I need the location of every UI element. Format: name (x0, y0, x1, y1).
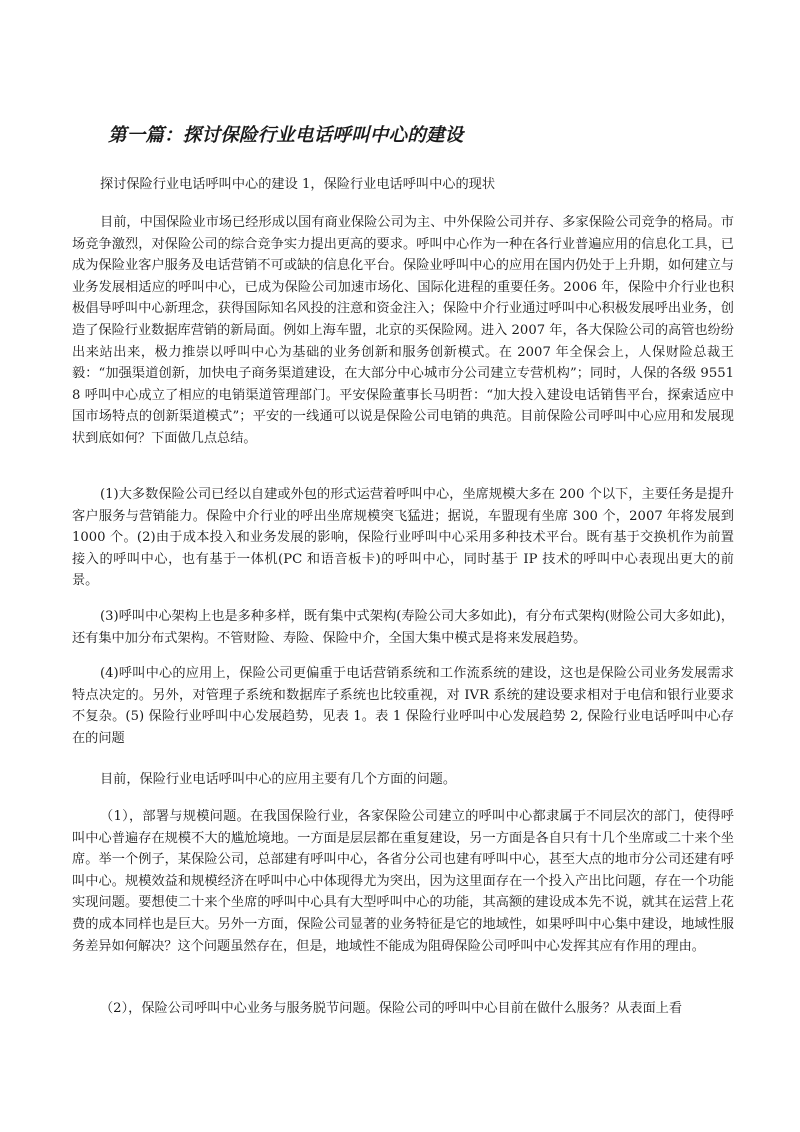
paragraph-point-3: (3)呼叫中心架构上也是多种多样，既有集中式架构(寿险公司大多如此)，有分布式架构(财险公司大多如此)，还有集中加分布式架构。不管财险、寿险、保险中介，全国大集中模式是将来发展趋势。 (72, 609, 734, 646)
paragraph-problems-intro: 目前，保险行业电话呼叫中心的应用主要有几个方面的问题。 (100, 772, 457, 787)
paragraph-current-status: 目前，中国保险业市场已经形成以国有商业保险公司为主、中外保险公司并存、多家保险公司竞争的格局。市场竞争激烈，对保险公司的综合竞争实力提出更高的要求。呼叫中心作为一种在各行业普遍应用的信息化工具，已成为保险业客户服务及电话营销不可或缺的信息化平台。保险业呼叫中心的应用在国内仍处于上升期，如何建立与业务发展相适应的呼叫中心，已成为保险公司加速市场化、国际化进程的重要任务。2006 年，保险中介行业也积极倡导呼叫中心新理念，获得国际知名风投的注意和资金注入；保险中介行业通过呼叫中心积极发展呼出业务，创造了保险行业数据库营销的新局面。例如上海车盟，北京的买保险网。进入 2007 年，各大保险公司的高管也纷纷出来站出来，极力推崇以呼叫中心为基础的业务创新和服务创新模式。在 2007 年全保会上，人保财险总裁王毅：“加强渠道创新，加快电子商务渠道建设，在大部分中心城市分公司建立专营机构”；同时，人保的各级 95518 呼叫中心成立了相应的电销渠道管理部门。平安保险董事长马明哲：“加大投入建设电话销售平台，探索适应中国市场特点的创新渠道模式”；平安的一线通可以说是保险公司电销的典范。目前保险公司呼叫中心应用和发展现状到底如何？下面做几点总结。 (72, 215, 734, 446)
paragraph-point-4-5: (4)呼叫中心的应用上，保险公司更偏重于电话营销系统和工作流系统的建设，这也是保险公司业务发展需求特点决定的。另外，对管理子系统和数据库子系统也比较重视，对 IVR 系统的建设要求相对于电信和银行业要求不复杂。(5) 保险行业呼叫中心发展趋势，见表 1。表 1 保险行业呼叫中心发展趋势 2, 保险行业电话呼叫中心存在的问题 (72, 666, 734, 746)
paragraph-problem-2: （2），保险公司呼叫中心业务与服务脱节问题。保险公司的呼叫中心目前在做什么服务？从表面上看 (100, 1001, 683, 1016)
document-title: 第一篇：探讨保险行业电话呼叫中心的建设 (108, 125, 464, 146)
paragraph-problem-1: （1），部署与规模问题。在我国保险行业，各家保险公司建立的呼叫中心都隶属于不同层次的部门，使得呼叫中心普遍存在规模不大的尴尬境地。一方面是层层都在重复建设，另一方面是各自只有十几个坐席或二十来个坐席。举一个例子，某保险公司，总部建有呼叫中心，各省分公司也建有呼叫中心，甚至大点的地市分公司还建有呼叫中心。规模效益和规模经济在呼叫中心中体现得尤为突出，因为这里面存在一个投入产出比问题，存在一个功能实现问题。要想使二十来个坐席的呼叫中心具有大型呼叫中心的功能，其高额的建设成本先不说，就其在运营上花费的成本同样也是巨大。另外一方面，保险公司显著的业务特征是它的地域性，如果呼叫中心集中建设，地域性服务差异如何解决？这个问题虽然存在，但是，地域性不能成为阻碍保险公司呼叫中心发挥其应有作用的理由。 (72, 809, 734, 954)
paragraph-intro: 探讨保险行业电话呼叫中心的建设 1，保险行业电话呼叫中心的现状 (100, 177, 496, 192)
paragraph-point-1-2: (1)大多数保险公司已经以自建或外包的形式运营着呼叫中心，坐席规模大多在 200 个以下，主要任务是提升客户服务与营销能力。保险中介行业的呼出坐席规模突飞猛进；据说，车盟现有坐席 300 个，2007 年将发展到 1000 个。(2)由于成本投入和业务发展的影响，保险行业呼叫中心采用多种技术平台。既有基于交换机作为前置接入的呼叫中心，也有基于一体机(PC 和语音板卡)的呼叫中心，同时基于 IP 技术的呼叫中心表现出更大的前景。 (72, 487, 734, 589)
